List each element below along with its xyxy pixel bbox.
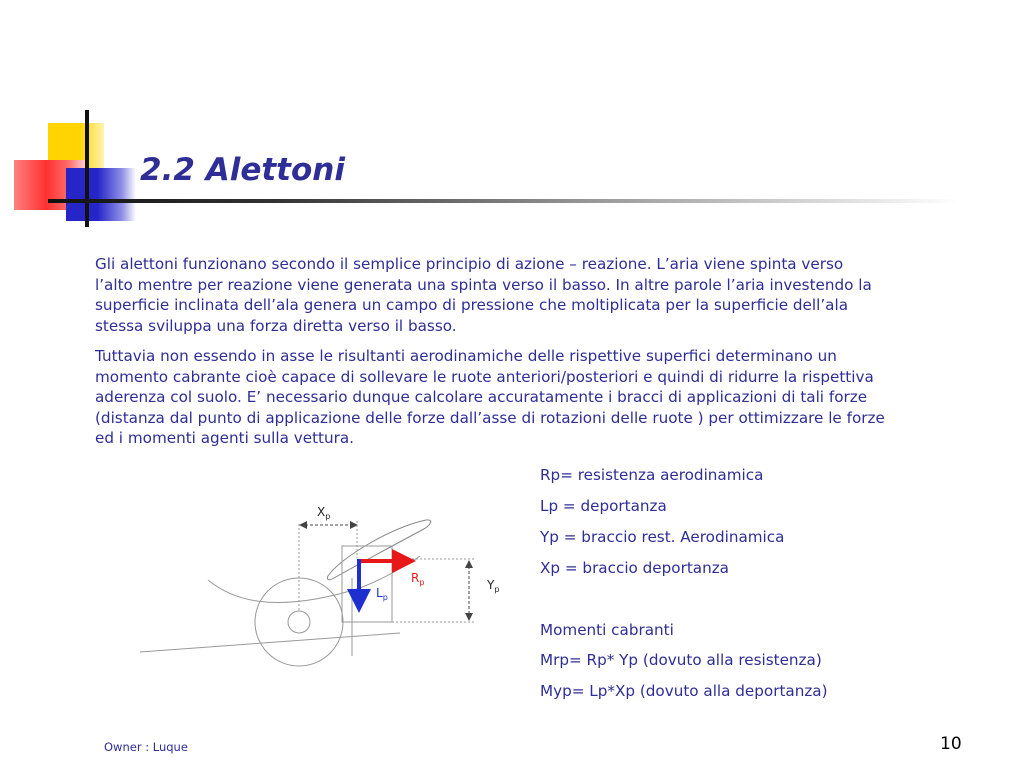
paragraph-moment: Tuttavia non essendo in asse le risultanti aerodinamiche delle rispettive superfici determinano un momento cabrante cioè capace di sollevare le ruote anteriori/posteriori e quindi di ridurre la rispettiva aderenza col suolo. E’ necessario dunque calcolare accuratamente i bracci di applicazioni di tali forze (distanza dal punto di applicazione delle forze dall’asse di rotazioni delle ruote ) per ottimizzare le forze ed i momenti agenti sulla vettura. <box>95 347 885 448</box>
ground-line <box>140 633 400 652</box>
moment-mrp: Mrp= Rp* Yp (dovuto alla resistenza) <box>540 651 822 669</box>
moment-myp: Myp= Lp*Xp (dovuto alla deportanza) <box>540 682 828 700</box>
decor-vertical-line <box>85 110 89 227</box>
wheel-hub <box>288 611 310 633</box>
label-xp: $X_p$ <box>317 505 331 521</box>
slide-title: 2.2 Alettoni <box>140 152 345 188</box>
support-frame <box>342 546 392 622</box>
title-underline <box>48 199 960 203</box>
legend-rp: Rp= resistenza aerodinamica <box>540 466 764 484</box>
label-lp: $L_p$ <box>376 586 388 602</box>
aileron-force-diagram <box>130 488 520 668</box>
moments-heading: Momenti cabranti <box>540 621 674 639</box>
legend-xp: Xp = braccio deportanza <box>540 559 729 577</box>
legend-yp: Yp = braccio rest. Aerodinamica <box>540 528 785 546</box>
label-yp: $Y_p$ <box>487 578 500 594</box>
paragraph-principle: Gli alettoni funzionano secondo il semplice principio di azione – reazione. L’aria viene spinta verso l’alto mentre per reazione viene generata una spinta verso il basso. In altre parole l’aria investendo la superficie inclinata dell’ala genera un campo di pressione che moltiplicata per la superficie dell’ala stessa sviluppa una forza diretta verso il basso. <box>95 255 872 335</box>
footer-owner: Owner : Luque <box>104 740 188 754</box>
page-number: 10 <box>940 734 962 754</box>
decor-blue-square <box>66 168 136 221</box>
label-rp: $R_p$ <box>411 571 425 587</box>
legend-lp: Lp = deportanza <box>540 497 667 515</box>
wheel-outer <box>255 578 343 666</box>
